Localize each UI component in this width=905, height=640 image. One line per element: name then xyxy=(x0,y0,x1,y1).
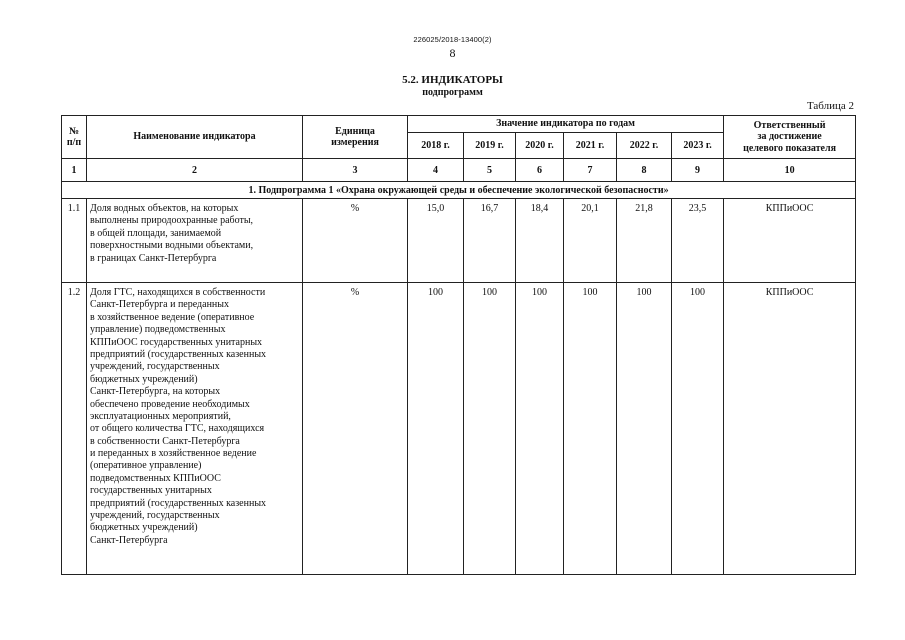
indicator-name-line: бюджетных учреждений) xyxy=(90,522,198,534)
indicator-name-line: Санкт-Петербурга и переданных xyxy=(90,299,229,311)
indicator-name-line: учреждений, государственных xyxy=(90,510,220,522)
indicator-name-line: предприятий (государственных казенных xyxy=(90,497,267,509)
indicator-name-line: управление) подведомственных xyxy=(90,324,226,336)
header-unit-line-2: измерения xyxy=(331,137,379,148)
header-responsible-line-3: целевого показателя xyxy=(743,142,837,154)
section-subtitle: подпрограмм xyxy=(422,87,483,98)
indicator-name-line: (оперативное управление) xyxy=(90,460,202,472)
header-year-2018: 2018 г. xyxy=(408,133,464,159)
page-number: 8 xyxy=(449,46,456,60)
column-number: 2 xyxy=(87,159,303,182)
column-number: 8 xyxy=(617,159,672,182)
header-num xyxy=(62,116,87,159)
indicator-name-line: в общей площади, занимаемой xyxy=(90,227,222,239)
column-numbers-row xyxy=(62,159,856,182)
value-2019: 100 xyxy=(464,283,516,575)
header-unit-line-1: Единица xyxy=(335,125,375,137)
indicator-name-line: от общего количества ГТС, находящихся xyxy=(90,423,265,435)
indicator-name xyxy=(87,199,303,283)
table-row xyxy=(62,283,856,575)
indicator-name-line: КППиООС государственных унитарных xyxy=(90,336,263,348)
header-responsible xyxy=(724,116,856,159)
header-name: Наименование индикатора xyxy=(87,116,303,159)
indicator-name-line: обеспечено проведение необходимых xyxy=(90,398,250,410)
indicator-name-line: выполнены природоохранные работы, xyxy=(90,215,254,227)
table-caption: Таблица 2 xyxy=(806,100,854,112)
value-2019: 16,7 xyxy=(464,199,516,283)
unit-cell: % xyxy=(303,199,408,283)
column-number: 10 xyxy=(724,159,856,182)
value-2021: 20,1 xyxy=(564,199,617,283)
value-2021: 100 xyxy=(564,283,617,575)
indicator-name-line: Санкт-Петербурга, на которых xyxy=(90,386,221,398)
value-2020: 100 xyxy=(516,283,564,575)
indicator-name-line: подведомственных КППиООС xyxy=(90,472,221,484)
column-number: 5 xyxy=(464,159,516,182)
value-2022: 100 xyxy=(617,283,672,575)
indicator-name-line: эксплуатационных мероприятий, xyxy=(90,410,231,422)
indicator-name-line: предприятий (государственных казенных xyxy=(90,348,267,360)
indicator-name-line: Доля водных объектов, на которых xyxy=(90,203,239,214)
value-2018: 15,0 xyxy=(408,199,464,283)
header-num-line-1: № xyxy=(68,125,80,137)
table-header xyxy=(62,116,856,159)
responsible-cell: КППиООС xyxy=(724,199,856,283)
indicator-name-line: поверхностными водными объектами, xyxy=(90,240,254,252)
subprogram-section-row xyxy=(62,182,856,199)
indicator-name-line: в хозяйственное ведение (оперативное xyxy=(90,311,255,323)
header-year-2020: 2020 г. xyxy=(516,133,564,159)
indicator-name-line: в границах Санкт-Петербурга xyxy=(90,252,217,264)
value-2023: 23,5 xyxy=(672,199,724,283)
indicators-table xyxy=(61,115,856,575)
header-unit xyxy=(303,116,408,159)
subprogram-title: 1. Подпрограмма 1 «Охрана окружающей среды и обеспечение экологической безопасности» xyxy=(62,182,856,199)
column-number: 4 xyxy=(408,159,464,182)
indicator-name-line: и переданных в хозяйственное ведение xyxy=(90,448,257,460)
row-number: 1.1 xyxy=(62,199,87,283)
value-2018: 100 xyxy=(408,283,464,575)
indicator-name-line: Санкт-Петербурга xyxy=(90,534,168,546)
column-number: 3 xyxy=(303,159,408,182)
section-title: 5.2. ИНДИКАТОРЫ xyxy=(402,74,503,86)
value-2020: 18,4 xyxy=(516,199,564,283)
header-year-2022: 2022 г. xyxy=(617,133,672,159)
indicator-name xyxy=(87,283,303,575)
header-year-2021: 2021 г. xyxy=(564,133,617,159)
table-row xyxy=(62,199,856,283)
indicator-name-line: государственных унитарных xyxy=(90,485,212,497)
indicator-name-line: учреждений, государственных xyxy=(90,361,220,373)
value-2023: 100 xyxy=(672,283,724,575)
column-number: 9 xyxy=(672,159,724,182)
row-number: 1.2 xyxy=(62,283,87,575)
indicator-name-line: в собственности Санкт-Петербурга xyxy=(90,435,240,447)
header-responsible-line-2: за достижение xyxy=(757,131,822,143)
header-year-2019: 2019 г. xyxy=(464,133,516,159)
responsible-cell: КППиООС xyxy=(724,283,856,575)
table-body xyxy=(62,159,856,575)
header-responsible-line-1: Ответственный xyxy=(753,119,826,131)
header-years-group: Значение индикатора по годам xyxy=(408,116,724,133)
indicator-name-line: бюджетных учреждений) xyxy=(90,373,198,385)
column-number: 6 xyxy=(516,159,564,182)
indicator-name-line: Доля ГТС, находящихся в собственности xyxy=(90,287,266,298)
document-id: 226025/2018-13400(2) xyxy=(413,35,492,44)
column-number: 7 xyxy=(564,159,617,182)
value-2022: 21,8 xyxy=(617,199,672,283)
column-number: 1 xyxy=(62,159,87,182)
header-num-line-2: п/п xyxy=(66,137,82,148)
header-year-2023: 2023 г. xyxy=(672,133,724,159)
unit-cell: % xyxy=(303,283,408,575)
